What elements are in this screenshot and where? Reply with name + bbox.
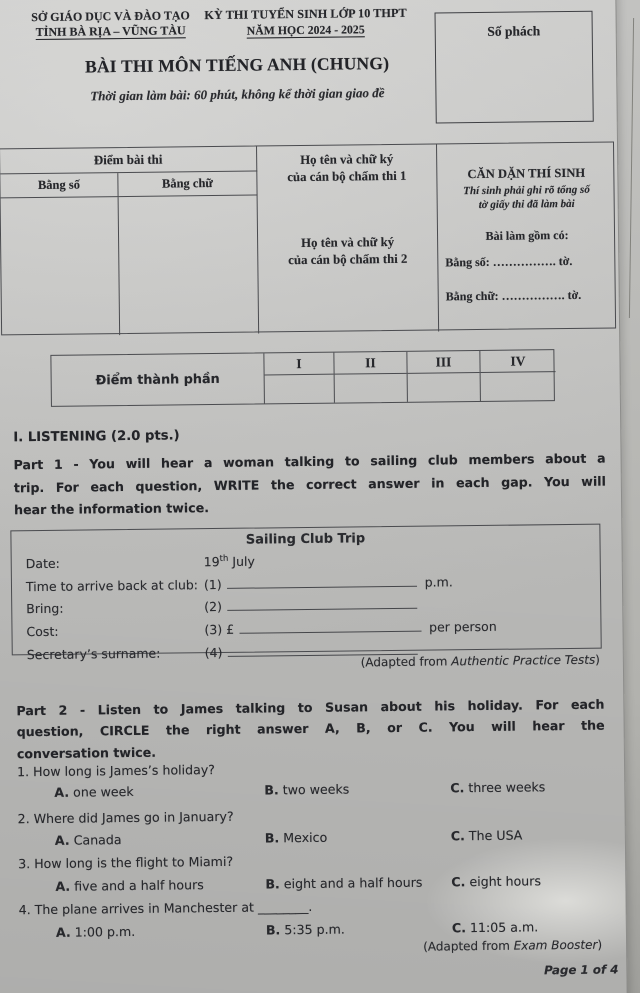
q1-option-c-text: three weeks: [468, 779, 546, 796]
component-col-3-header: III: [407, 351, 479, 374]
q2-option-c-letter: C.: [450, 828, 465, 844]
gap-1-number: (1): [203, 576, 222, 592]
part2-instruction: [16, 694, 605, 765]
q3-option-b-letter: B.: [265, 876, 280, 892]
exam-name-line1: KỲ THI TUYỂN SINH LỚP 10 THPT: [204, 5, 407, 23]
score-signature-table: [0, 141, 616, 335]
examiner1-line1: Họ tên và chữ ký: [300, 151, 394, 168]
examiner1-line2: của cán bộ chấm thi 1: [287, 168, 407, 184]
score-in-words-empty-cell: [119, 196, 260, 336]
examiner-signature-cell: [257, 144, 439, 333]
gap-3-number: (3) £: [204, 621, 235, 638]
part2-source-name: Exam Booster: [513, 937, 598, 953]
examiner1-label: [257, 150, 436, 185]
q3-option-a: [55, 877, 204, 894]
part2-source-suffix: ): [597, 937, 603, 952]
question-3-options: [4, 872, 640, 901]
component-col-2: [334, 352, 408, 403]
q4-option-b: [266, 922, 345, 938]
notice-note-line2: tờ giấy thi đã làm bài: [478, 197, 575, 211]
notice-title: CĂN DẶN THÍ SINH: [467, 165, 586, 182]
part2-instruction-line2: question, CIRCLE the right answer A, B, or C. You will hear the: [16, 717, 605, 740]
q4-option-b-text: 5:35 p.m.: [284, 921, 345, 938]
q1-option-b-text: two weeks: [282, 781, 350, 798]
gap-3-suffix: per person: [429, 619, 497, 635]
component-score-label: Điểm thành phần: [51, 353, 265, 405]
component-col-3: [407, 351, 481, 402]
part1-instruction-line2: trip. For each question, WRITE the correct answer in each gap. You will: [13, 473, 606, 495]
component-col-4-header: IV: [480, 350, 555, 373]
q1-option-c-letter: C.: [450, 780, 465, 796]
gap-3-blank: [239, 631, 421, 634]
candidate-notice-cell: [437, 142, 617, 331]
question-3: 3. How long is the flight to Miami?: [18, 853, 234, 872]
q1-option-a-letter: A.: [54, 784, 70, 800]
part2-instruction-line1: Part 2 - Listen to James talking to Susan about his holiday. For each: [16, 696, 605, 719]
section-title-listening: I. LISTENING (2.0 pts.): [13, 428, 180, 446]
q3-option-a-text: five and a half hours: [74, 877, 204, 894]
form-row4-label: Secretary’s surname:: [26, 645, 161, 663]
form-row2-value: [204, 595, 600, 614]
score-in-words-header: Bằng chữ: [118, 172, 257, 198]
q4-option-c-text: 11:05 a.m.: [469, 919, 539, 936]
q2-option-a: [55, 832, 122, 848]
part1-source-name: Authentic Practice Tests: [451, 652, 596, 669]
gap-2-blank: [227, 608, 417, 611]
gap-2-number: (2): [204, 599, 223, 615]
page-indicator: Page 1 of 4: [544, 962, 619, 978]
q3-option-b-text: eight and a half hours: [283, 874, 423, 892]
q2-option-c-text: The USA: [468, 827, 523, 844]
duration-note: Thời gian làm bài: 60 phút, không kể thời gian giao đề: [90, 85, 385, 104]
q4-option-a-text: 1:00 p.m.: [74, 923, 136, 940]
q3-option-b: [265, 875, 422, 892]
q4-option-c: [452, 919, 538, 935]
examiner2-label: [258, 233, 437, 268]
question-2: 2. Where did James go in January?: [17, 808, 234, 827]
q2-option-b-letter: B.: [264, 830, 280, 846]
issuing-department: [12, 8, 208, 40]
q2-option-a-text: Canada: [73, 832, 122, 848]
form-date-label: Date:: [25, 555, 60, 571]
component-col-1: [264, 353, 335, 404]
q2-option-b-text: Mexico: [283, 829, 328, 846]
form-date-ordinal: th: [219, 553, 229, 564]
form-row1-value: [204, 572, 600, 591]
form-title: Sailing Club Trip: [245, 531, 366, 548]
form-date-value: [204, 549, 600, 569]
q3-option-c-text: eight hours: [469, 873, 542, 890]
notice-note: [437, 182, 615, 212]
question-2-options: [4, 826, 640, 855]
score-in-numbers-header: Bằng số: [0, 173, 118, 198]
candidate-code-label: Số phách: [487, 23, 541, 39]
component-col-1-header: I: [264, 353, 333, 376]
q1-option-b-letter: B.: [264, 782, 279, 798]
component-col-4: [480, 350, 556, 401]
component-score-table: [50, 349, 555, 407]
form-row3-value: [204, 618, 600, 637]
q3-option-c-letter: C.: [451, 874, 466, 890]
gap-1-suffix: p.m.: [424, 573, 453, 590]
notice-note-line1: Thí sinh phải ghi rõ tổng số: [463, 183, 590, 198]
q4-option-c-letter: C.: [451, 920, 467, 936]
part1-instruction-line1: Part 1 - You will hear a woman talking to sailing club members about a: [13, 450, 606, 473]
part1-instruction-line3: hear the information twice.: [14, 500, 210, 518]
notice-sheets-words: Bằng chữ: ……………. tờ.: [445, 287, 582, 304]
examiner2-line2: của cán bộ chấm thi 2: [288, 251, 408, 267]
form-row1-label: Time to arrive back at club:: [25, 576, 199, 594]
q4-option-b-letter: B.: [265, 922, 281, 938]
part2-instruction-line3: conversation twice.: [16, 744, 157, 761]
q4-option-a-letter: A.: [55, 924, 71, 940]
exam-name: [200, 6, 410, 39]
question-1-options: [3, 778, 640, 807]
department-line1: SỞ GIÁO DỤC VÀ ĐÀO TẠO: [31, 8, 190, 25]
examiner2-line1: Họ tên và chữ ký: [301, 234, 395, 251]
q3-option-a-letter: A.: [55, 878, 71, 894]
notice-includes: Bài làm gồm có:: [485, 227, 569, 243]
form-date-day: 19: [203, 553, 220, 569]
score-in-numbers-empty-cell: [1, 197, 121, 336]
exam-name-line2: NĂM HỌC 2024 - 2025: [246, 22, 365, 38]
gap-1-blank: [227, 585, 417, 588]
part2-source-prefix: (Adapted from: [423, 938, 514, 954]
q1-option-b: [264, 782, 349, 798]
q4-option-a: [56, 924, 135, 940]
part1-source-suffix: ): [595, 652, 600, 667]
part1-instruction: [13, 448, 606, 522]
q2-option-c: [451, 828, 523, 844]
q2-option-b: [265, 830, 328, 846]
notice-sheets-numbers: Bằng số: ……………. tờ.: [445, 253, 573, 270]
component-col-2-header: II: [334, 352, 406, 375]
department-line2: TỈNH BÀ RỊA – VŨNG TÀU: [35, 23, 186, 40]
q1-option-a-text: one week: [73, 783, 134, 800]
form-date-month: July: [228, 553, 255, 569]
q2-option-a-letter: A.: [54, 832, 70, 848]
q1-option-c: [450, 779, 545, 795]
question-4: 4. The plane arrives in Manchester at ________.: [18, 898, 313, 918]
gap-4-number: (4): [204, 644, 223, 661]
form-row2-label: Bring:: [26, 601, 64, 617]
form-row3-label: Cost:: [26, 623, 59, 640]
q1-option-a: [54, 784, 133, 800]
q3-option-c: [451, 873, 541, 889]
part1-source-prefix: (Adapted from: [360, 654, 452, 670]
exam-score-header-cell: Điểm bài thi: [0, 147, 257, 175]
page-title: BÀI THI MÔN TIẾNG ANH (CHUNG): [84, 53, 390, 77]
question-1: 1. How long is James’s holiday?: [17, 762, 216, 780]
